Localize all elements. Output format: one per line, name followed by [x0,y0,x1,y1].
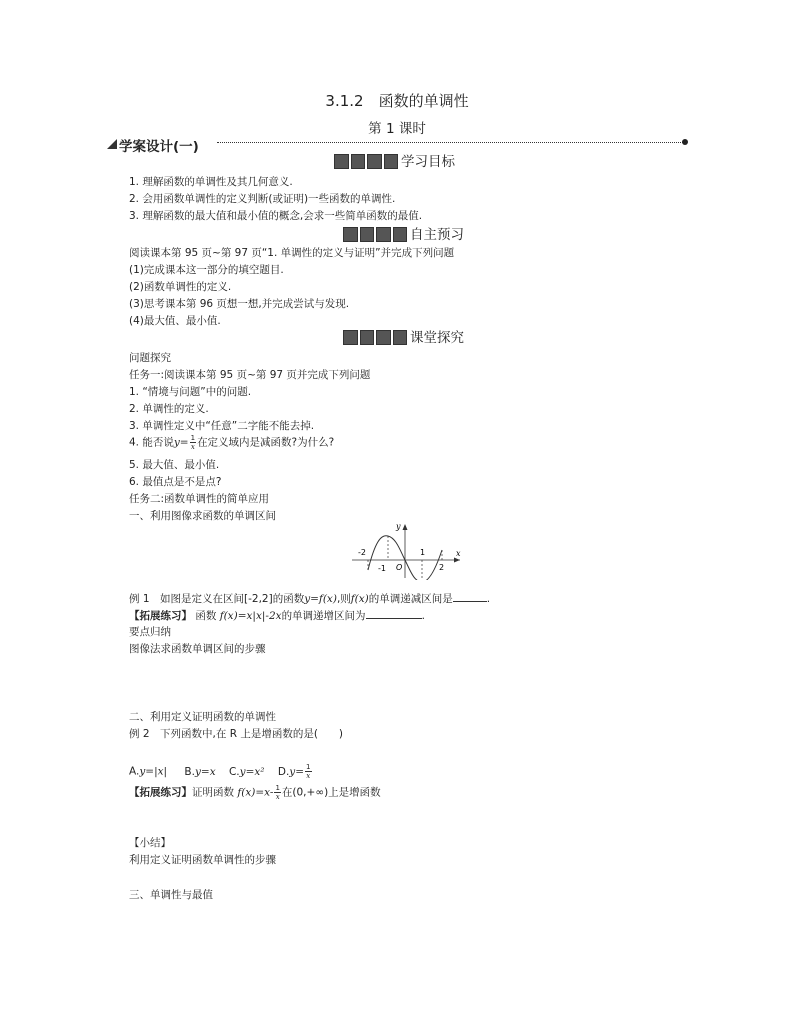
key-points: 要点归纳 [129,626,171,638]
preview-label: 自主预习 [410,227,464,243]
math-y-eq: y= [173,436,189,449]
part-one-heading: 一、利用图像求函数的单调区间 [129,510,276,522]
end-dot-icon [682,139,688,145]
block-icon [376,227,391,242]
x-axis-arrow-icon [454,558,460,563]
explore-item: 5. 最大值、最小值. [129,459,220,471]
extension-one: 【拓展练习】 函数 f(x)=x|x|-2x的单调递增区间为 . [129,610,425,622]
section-band [107,135,687,155]
extension-one-post: 的单调递增区间为 [281,610,366,622]
tick-label: 2 [439,563,445,572]
extension-one-pre: 函数 [195,610,217,622]
preview-intro: 阅读课本第 95 页~第 97 页“1. 单调性的定义与证明”并完成下列问题 [129,247,455,259]
option-c[interactable] [229,766,265,778]
explore-label: 课堂探究 [410,330,464,346]
fraction-denominator: x [190,443,195,451]
preview-item: (4)最大值、最小值. [129,315,221,327]
option-d-expr: y= [289,765,305,778]
option-c-expr: y=x² [239,765,265,778]
preview-item: (2)函数单调性的定义. [129,281,232,293]
graph-steps: 图像法求函数单调区间的步骤 [129,643,266,655]
goals-section-header [334,154,455,171]
block-icon [334,154,349,169]
block-icon [384,154,399,169]
band-title: 学案设计(一) [119,139,199,155]
task-two: 任务二:函数单调性的简单应用 [129,493,270,505]
summary-text: 利用定义证明函数单调性的步骤 [129,854,276,866]
math-fx-minus: f(x)=x- [237,786,274,799]
goals-label: 学习目标 [401,154,455,170]
triangle-icon [107,139,117,149]
x-axis-label: x [456,549,461,558]
option-d[interactable] [277,763,313,780]
option-b-expr: y=x [194,765,216,778]
fraction [190,434,196,451]
block-icon [360,227,375,242]
math-y-fx: y=f(x) [304,593,337,605]
explore-item: 3. 单调性定义中“任意”二字能不能去掉. [129,420,315,432]
extension-two [129,784,381,801]
options-row [129,763,313,780]
option-a[interactable] [129,766,167,778]
example-two: 例 2 下列函数中,在 R 上是增函数的是( ) [129,728,344,740]
answer-blank[interactable] [366,608,422,619]
extension-two-post: 在(0,+∞)上是增函数 [281,786,381,799]
fraction [305,763,311,780]
extension-label: 【拓展练习】 [129,610,192,622]
math-fx: f(x) [350,593,369,605]
block-icon [367,154,382,169]
goal-item: 2. 会用函数单调性的定义判断(或证明)一些函数的单调性. [129,193,396,205]
fraction-denominator: x [275,793,280,801]
extension-two-pre: 证明函数 [192,786,234,799]
dotted-divider [217,142,685,143]
part-two-heading: 二、利用定义证明函数的单调性 [129,711,276,723]
summary-label: 【小结】 [129,837,171,849]
fraction-denominator: x [306,772,311,780]
explore-section-header [343,330,464,347]
goal-item: 1. 理解函数的单调性及其几何意义. [129,176,293,188]
tick-label: 1 [420,548,426,557]
preview-section-header [343,227,464,244]
explore-item-4 [129,434,334,451]
y-axis-arrow-icon [403,524,408,530]
option-b[interactable] [184,766,215,778]
fraction-numerator: 1 [190,434,196,442]
block-icon [351,154,366,169]
explore-item: 2. 单调性的定义. [129,403,209,415]
option-a-expr: y=|x| [139,765,168,778]
option-b-letter: B. [184,765,195,778]
tick-label: -1 [378,564,386,573]
item4-suffix: 在定义域内是减函数?为什么? [197,436,335,449]
extension-label: 【拓展练习】 [129,786,192,799]
block-icon [376,330,391,345]
block-icon [393,227,408,242]
task-one: 任务一:阅读课本第 95 页~第 97 页并完成下列问题 [129,369,371,381]
explore-item: 1. “情境与问题”中的问题. [129,386,252,398]
answer-blank[interactable] [453,591,487,602]
option-c-letter: C. [228,765,240,778]
page-title: 3.1.2 函数的单调性 [325,92,469,110]
math-fx-expr: f(x)=x|x|-2x [219,610,282,622]
block-icon [343,227,358,242]
block-icon [393,330,408,345]
example-one-text: 例 1 如图是定义在区间[-2,2]的函数 [129,593,305,605]
preview-item: (3)思考课本第 96 页想一想,并完成尝试与发现. [129,298,350,310]
part-three-heading: 三、单调性与最值 [129,889,213,901]
goal-item: 3. 理解函数的最大值和最小值的概念,会求一些简单函数的最值. [129,210,423,222]
page-subtitle: 第 1 课时 [368,121,426,137]
example-one-mid: ,则 [336,593,351,605]
tick-label: -2 [358,548,366,557]
y-axis-label: y [396,522,401,531]
explore-heading: 问题探究 [129,352,171,364]
fraction-numerator: 1 [275,784,280,792]
block-icon [360,330,375,345]
item4-prefix: 4. 能否说 [129,436,174,449]
example-one-post: 的单调递减区间是 [368,593,453,605]
function-graph [348,520,464,580]
fraction [274,784,280,801]
example-one: 例 1 如图是定义在区间[-2,2]的函数y=f(x),则f(x)的单调递减区间是 . [129,593,491,605]
block-icon [343,330,358,345]
option-d-letter: D. [277,765,290,778]
explore-item: 6. 最值点是不是点? [129,476,222,488]
fraction-numerator: 1 [306,763,311,771]
preview-item: (1)完成课本这一部分的填空题目. [129,264,284,276]
option-a-letter: A. [129,765,140,778]
origin-label: O [396,563,403,572]
